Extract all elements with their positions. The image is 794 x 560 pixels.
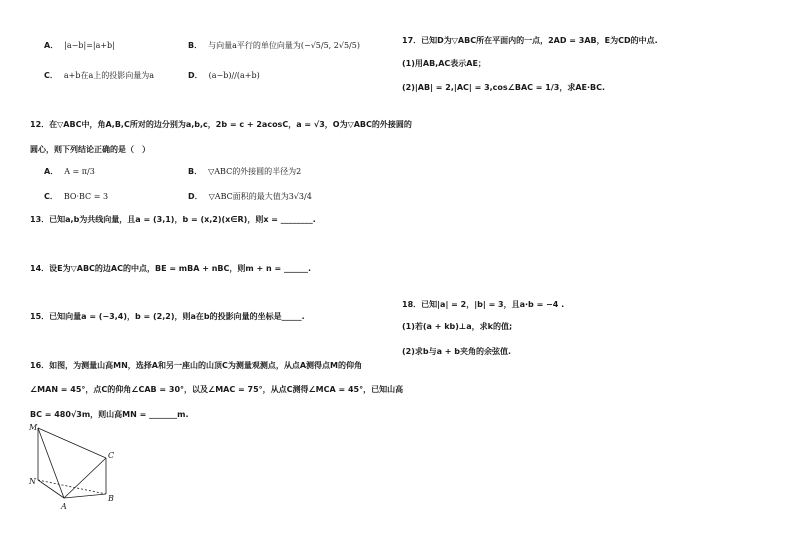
- option-label: D．: [188, 192, 203, 201]
- q12-option-c: [44, 191, 108, 202]
- q15-stem: 15．已知向量a = (−3,4)，b = (2,2)，则a在b的投影向量的坐标是_____.: [30, 312, 305, 321]
- q13-stem: 13．已知a,b为共线向量，且a = (3,1)，b = (x,2)(x∈R)，则x = ________.: [30, 215, 316, 224]
- segment-mc: [38, 428, 106, 458]
- option-label: D．: [188, 71, 203, 80]
- option-text: 与向量a平行的单位向量为(−√5/5, 2√5/5): [208, 41, 360, 50]
- q11-option-c: [44, 70, 154, 81]
- q17-part2: (2)|AB| = 2,|AC| = 3,cos∠BAC = 1/3，求AE·BC.: [402, 83, 606, 92]
- q17-stem: 17．已知D为▽ABC所在平面内的一点，2AD = 3AB，E为CD的中点.: [402, 36, 658, 45]
- q16-stem-line3: BC = 480√3m，则山高MN = _______m.: [30, 410, 189, 419]
- segment-ab: [64, 494, 106, 498]
- q11-option-b: [188, 40, 360, 51]
- q14-stem: 14．设E为▽ABC的边AC的中点，BE = mBA + nBC，则m + n = ______.: [30, 264, 311, 273]
- option-text: BO·BC = 3: [63, 192, 109, 201]
- q12-stem-line2: 圆心，则下列结论正确的是（ ）: [30, 145, 150, 154]
- q11-option-d: [188, 70, 260, 81]
- option-label: B．: [188, 41, 203, 50]
- q18-part1: (1)若(a + kb)⊥a，求k的值;: [402, 322, 513, 331]
- q11-option-a: [44, 40, 115, 51]
- figure-label-m: M: [29, 423, 38, 432]
- option-text: a+b在a上的投影向量为a: [63, 71, 155, 80]
- q18-stem: 18．已知|a| = 2，|b| = 3，且a·b = −4 .: [402, 300, 565, 309]
- q18-part2: (2)求b与a + b夹角的余弦值.: [402, 347, 512, 356]
- option-text: ▽ABC的外接圆的半径为2: [208, 167, 302, 176]
- q12-stem-line1: 12．在▽ABC中，角A,B,C所对的边分别为a,b,c，2b = c + 2acosC，a = √3，O为▽ABC的外接圆的: [30, 120, 412, 129]
- option-text: |a−b|=|a+b|: [64, 41, 115, 50]
- option-label: A．: [44, 41, 59, 50]
- option-text: ▽ABC面积的最大值为3√3/4: [208, 192, 312, 201]
- option-label: A．: [44, 167, 59, 176]
- q17-part1: (1)用AB,AC表示AE；: [402, 59, 486, 68]
- option-text: (a−b)//(a+b): [208, 71, 260, 80]
- q16-stem-line1: 16．如图，为测量山高MN，选择A和另一座山的山顶C为测量观测点，从点A测得点M的仰角: [30, 361, 363, 370]
- figure-label-c: C: [108, 451, 115, 460]
- q12-option-d: [188, 191, 312, 202]
- segment-ma: [38, 428, 64, 498]
- option-label: C．: [44, 192, 58, 201]
- option-label: B．: [188, 167, 203, 176]
- mountain-figure: [26, 418, 130, 514]
- figure-label-b: B: [108, 494, 114, 503]
- q12-option-a: [44, 166, 95, 177]
- option-text: A = π/3: [64, 167, 95, 176]
- q16-stem-line2: ∠MAN = 45°，点C的仰角∠CAB = 30°，以及∠MAC = 75°，从点C测得∠MCA = 45°，已知山高: [30, 385, 404, 394]
- q12-option-b: [188, 166, 301, 177]
- figure-label-a: A: [61, 502, 67, 511]
- segment-ac: [64, 458, 106, 498]
- figure-label-n: N: [29, 477, 36, 486]
- option-label: C．: [44, 71, 58, 80]
